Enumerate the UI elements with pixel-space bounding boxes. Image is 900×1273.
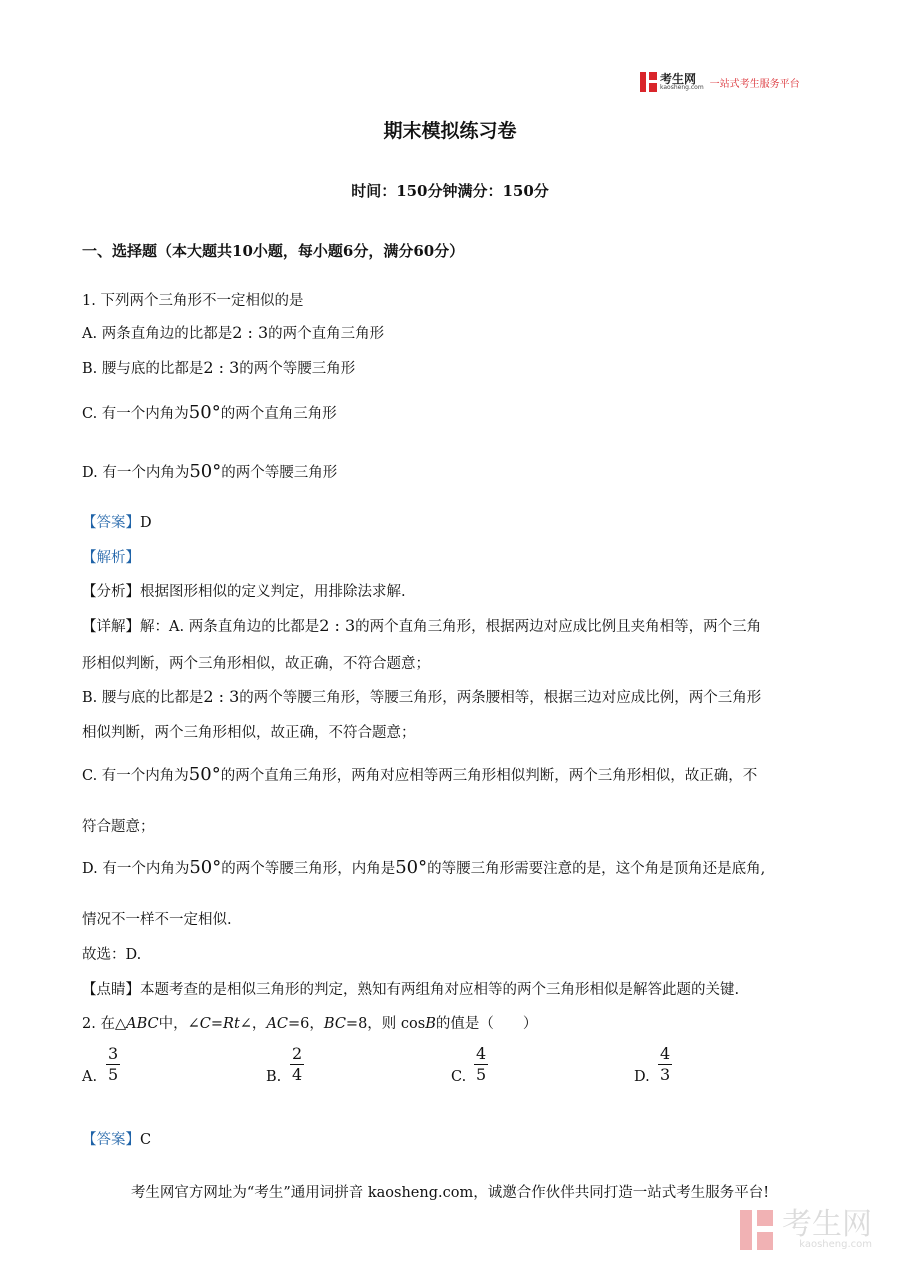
logo-name: 考生网: [660, 72, 697, 86]
section-heading: 一、选择题（本大题共10小题，每小题6分，满分60分）: [82, 242, 465, 260]
question-1-detail-b-cont: 相似判断，两个三角形相似，故正确，不符合题意；: [82, 725, 416, 741]
kaosheng-logo-icon: [640, 72, 658, 92]
question-2-option-a-fraction: 3 5: [108, 1044, 119, 1084]
question-1-option-a: A. 两条直角边的比都是2 : 3的两个直角三角形: [82, 323, 385, 342]
question-1-stem: 1. 下列两个三角形不一定相似的是: [82, 293, 304, 309]
watermark-name: 考生网: [782, 1207, 872, 1242]
watermark-logo-icon: [740, 1210, 776, 1250]
question-1-option-c: C. 有一个内角为50°的两个直角三角形: [82, 402, 337, 423]
question-1-detail-a: 【详解】解：A. 两条直角边的比都是2 : 3的两个直角三角形，根据两边对应成比例且夹角相等，两个三角: [82, 616, 762, 635]
page-title: 期末模拟练习卷: [383, 120, 517, 142]
logo-domain: kaosheng.com: [660, 84, 704, 91]
question-1-choice: 故选：D.: [82, 947, 142, 963]
question-1-option-b: B. 腰与底的比都是2 : 3的两个等腰三角形: [82, 358, 356, 377]
page-footer: 考生网官方网址为“考生”通用词拼音 kaosheng.com，诚邀合作伙伴共同打造一站式考生服务平台!: [130, 1185, 770, 1201]
question-1-option-d: D. 有一个内角为50°的两个等腰三角形: [82, 461, 338, 482]
question-1-detail-d: D. 有一个内角为50°的两个等腰三角形，内角是50°的等腰三角形需要注意的是，这个角是顶角还是底角,: [82, 857, 766, 878]
question-2-answer: 【答案】C: [82, 1132, 152, 1148]
question-2-option-b-fraction: 2 4: [292, 1044, 303, 1084]
question-2-option-b-label: B.: [266, 1069, 282, 1085]
question-1-detail-d-cont: 情况不一样不一定相似.: [82, 912, 232, 928]
question-1-analysis-tag: 【解析】: [82, 550, 140, 566]
question-1-dianjing: 【点睛】本题考查的是相似三角形的判定，熟知有两组角对应相等的两个三角形相似是解答此题的关键.: [82, 982, 740, 998]
watermark: [740, 1207, 872, 1250]
question-1-detail-c-cont: 符合题意；: [82, 819, 155, 835]
question-1-detail-c: C. 有一个内角为50°的两个直角三角形，两角对应相等两三角形相似判断，两个三角形相似，故正确，不: [82, 764, 758, 785]
watermark-domain: kaosheng.com: [799, 1239, 872, 1250]
question-2-option-d-label: D.: [634, 1069, 650, 1085]
question-2-option-d-fraction: 4 3: [660, 1044, 671, 1084]
question-2-option-c-label: C.: [451, 1069, 467, 1085]
question-1-answer: 【答案】D: [82, 515, 152, 531]
question-1-detail-a-cont: 形相似判断，两个三角形相似，故正确，不符合题意；: [82, 656, 430, 672]
question-2-option-a-label: A.: [82, 1069, 98, 1085]
question-1-fenxi: 【分析】根据图形相似的定义判定，用排除法求解.: [82, 584, 406, 600]
header-logo: [640, 72, 800, 92]
question-1-detail-b: B. 腰与底的比都是2 : 3的两个等腰三角形，等腰三角形，两条腰相等，根据三边对应成比例，两个三角形: [82, 687, 762, 706]
question-2-stem: 2. 在△ABC中，∠C=Rt∠，AC=6，BC=8，则 cosB的值是（ ）: [82, 1016, 538, 1032]
question-2-option-c-fraction: 4 5: [476, 1044, 487, 1084]
logo-slogan: 一站式考生服务平台: [709, 78, 800, 90]
exam-time-info: 时间：150分钟满分：150分: [351, 182, 549, 200]
